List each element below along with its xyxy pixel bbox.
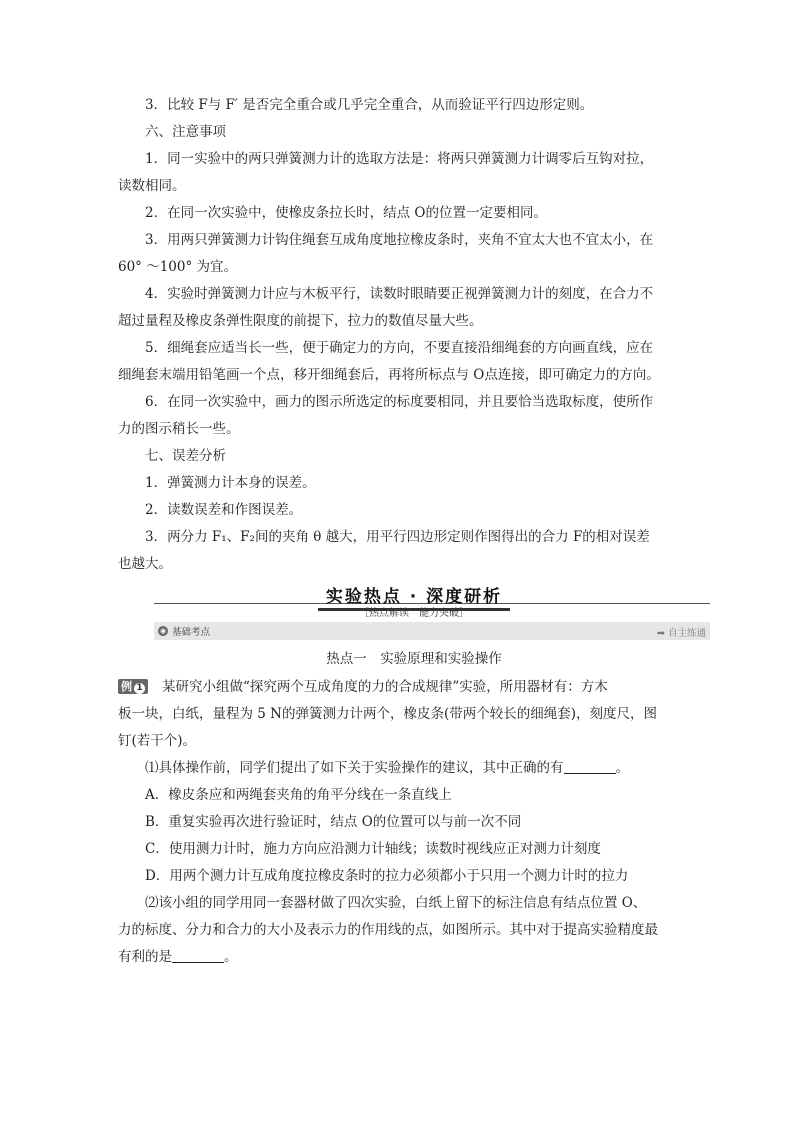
note-2: 2．在同一次实验中，使橡皮条拉长时，结点 O的位置一定要相同。	[145, 205, 547, 221]
error-1: 1．弹簧测力计本身的误差。	[145, 475, 316, 491]
note-4-line-b: 超过量程及橡皮条弹性限度的前提下，拉力的数值尽量大些。	[118, 313, 483, 329]
notes-heading: 六、注意事项	[145, 124, 226, 140]
example-intro-line-b: 板一块，白纸，量程为 5 N的弹簧测力计两个，橡皮条(带两个较长的细绳套)，刻度尺，图	[118, 706, 658, 722]
note-6-line-b: 力的图示稍长一些。	[118, 421, 240, 437]
example-intro-line-a	[118, 674, 710, 701]
option-a: A．橡皮条应和两绳套夹角的角平分线在一条直线上	[145, 787, 452, 803]
note-5-line-b: 细绳套末端用铅笔画一个点，移开细绳套后，再将所标点与 O点连接，即可确定力的方向。	[118, 367, 660, 383]
option-d: D．用两个测力计互成角度拉橡皮条时的拉力必须都小于只用一个测力计时的拉力	[145, 868, 629, 884]
error-3-line-b: 也越大。	[118, 556, 172, 572]
self-practice-link[interactable]: ➡ 自主练通	[657, 628, 706, 639]
note-5-line-a: 5．细绳套应适当长一些，便于确定力的方向，不要直接沿细绳套的方向画直线，应在	[145, 340, 654, 356]
question-1-text: ⑴具体操作前，同学们提出了如下关于实验操作的建议，其中正确的有	[145, 760, 564, 776]
topic-bar-label: 基础考点	[172, 627, 211, 638]
question-2-text-c: 有利的是	[118, 949, 172, 965]
compare-line: 3．比较 F与 F′ 是否完全重合或几乎完全重合，从而验证平行四边形定则。	[145, 97, 594, 113]
option-b: B．重复实验再次进行验证时，结点 O的位置可以与前一次不同	[145, 814, 522, 830]
banner-title-text: 实验热点 · 深度研析	[318, 582, 510, 611]
section-banner	[118, 582, 710, 619]
banner-subtitle: ［热点解读 能力突破］	[359, 608, 469, 619]
hotspot-title: 热点一 实验原理和实验操作	[326, 651, 502, 667]
note-6-line-a: 6．在同一次实验中，画力的图示所选定的标度要相同，并且要恰当选取标度，使所作	[145, 394, 654, 410]
document-page	[118, 92, 710, 971]
example-label: 例	[121, 680, 132, 693]
note-1-line-a: 1．同一实验中的两只弹簧测力计的选取方法是：将两只弹簧测力计调零后互钩对拉，	[145, 151, 654, 167]
note-4-line-a: 4．实验时弹簧测力计应与木板平行，读数时眼睛要正视弹簧测力计的刻度，在合力不	[145, 286, 654, 302]
error-3-line-a: 3．两分力 F₁、F₂间的夹角 θ 越大，用平行四边形定则作图得出的合力 F的相对误差	[145, 529, 650, 545]
option-c: C．使用测力计时，施力方向应沿测力计轴线；读数时视线应正对测力计刻度	[145, 841, 601, 857]
question-1	[118, 755, 710, 782]
question-1-end: 。	[615, 760, 629, 776]
question-2-line-b: 力的标度、分力和合力的大小及表示力的作用线的点，如图所示。其中对于提高实验精度最	[118, 922, 658, 938]
note-3-line-b: 60° ～100° 为宜。	[118, 259, 238, 275]
basic-topic-icon: ◉	[159, 627, 167, 635]
example-intro-line-c: 钉(若干个)。	[118, 733, 197, 749]
question-1-blank[interactable]	[564, 759, 616, 774]
example-badge	[118, 679, 148, 694]
topic-bar	[154, 622, 710, 640]
question-2-line-c	[118, 944, 710, 971]
error-2: 2．读数误差和作图误差。	[145, 502, 303, 518]
question-2-end: 。	[224, 949, 238, 965]
topic-bar-left	[158, 624, 210, 638]
example-intro-text-a: 某研究小组做“探究两个互成角度的力的合成规律”实验，所用器材有：方木	[162, 679, 608, 695]
question-2-line-a: ⑵该小组的同学用同一套器材做了四次实验，白纸上留下的标注信息有结点位置 O、	[145, 895, 647, 911]
error-heading: 七、误差分析	[145, 448, 226, 464]
note-3-line-a: 3．用两只弹簧测力计钩住绳套互成角度地拉橡皮条时，夹角不宜太大也不宜太小，在	[145, 232, 654, 248]
question-2-blank[interactable]	[172, 948, 224, 963]
note-1-line-b: 读数相同。	[118, 178, 186, 194]
example-number: 1	[134, 683, 145, 694]
